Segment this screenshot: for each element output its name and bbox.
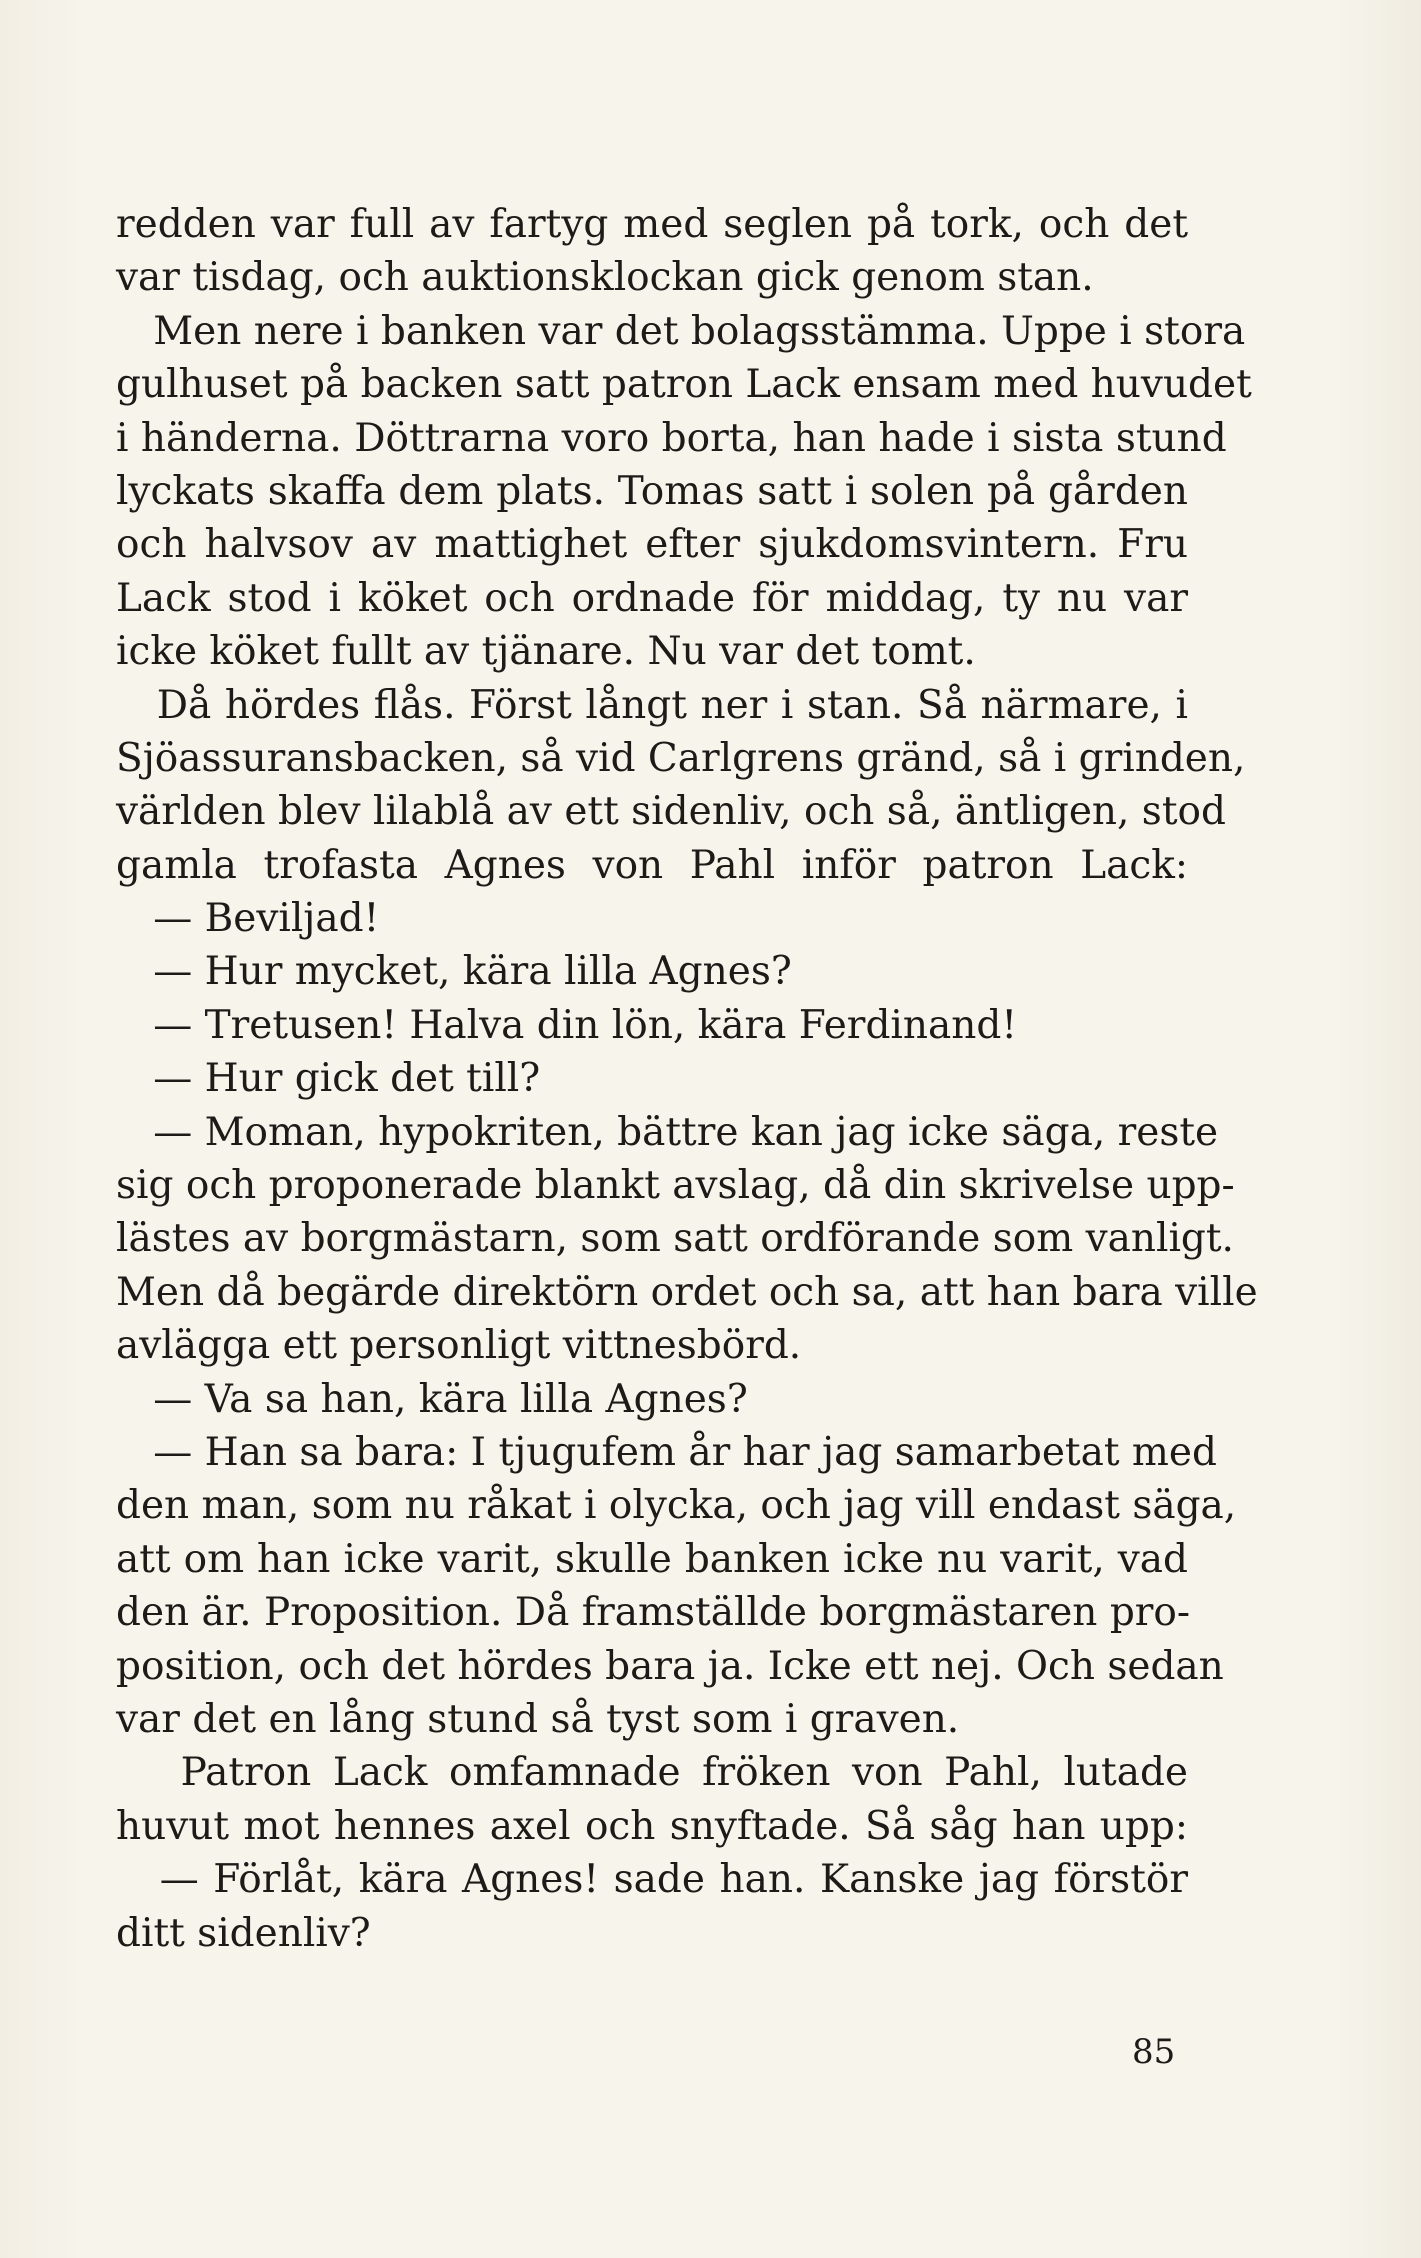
text-line: — Va sa han, kära lilla Agnes? [116,1376,748,1422]
text-line: ditt sidenliv? [116,1910,371,1956]
text-line: att om han icke varit, skulle banken icke nu varit, vad [116,1536,1188,1582]
text-line: Men nere i banken var det bolagsstämma. Uppe i stora [116,308,1246,354]
text-line: världen blev lilablå av ett sidenliv, och så, äntligen, stod [116,789,1226,835]
text-line: — Förlåt, kära Agnes! sade han. Kanske jag förstör [116,1857,1188,1903]
text-line: var det en lång stund så tyst som i graven. [116,1696,960,1742]
text-line: — Tretusen! Halva din lön, kära Ferdinand! [116,1002,1018,1048]
text-line: huvut mot hennes axel och snyftade. Så såg han upp: [116,1803,1188,1849]
text-line: lästes av borgmästarn, som satt ordförande som vanligt. [116,1216,1234,1262]
text-line: gulhuset på backen satt patron Lack ensam med huvudet [116,362,1252,408]
text-line: position, och det hördes bara ja. Icke ett nej. Och sedan [116,1643,1224,1689]
text-line: den är. Proposition. Då framställde borgmästaren pro- [116,1590,1191,1636]
text-line: var tisdag, och auktionsklockan gick genom stan. [116,255,1094,301]
text-line: Då hördes flås. Först långt ner i stan. Så närmare, i [116,682,1188,728]
text-line: och halvsov av mattighet efter sjukdomsvintern. Fru [116,522,1188,568]
text-line: redden var full av fartyg med seglen på tork, och det [116,202,1188,247]
text-line: — Moman, hypokriten, bättre kan jag icke säga, reste [116,1109,1219,1155]
text-line: lyckats skaffa dem plats. Tomas satt i solen på gården [116,468,1188,514]
text-line: gamla trofasta Agnes von Pahl inför patron Lack: [116,842,1188,888]
text-line: — Han sa bara: I tjugufem år har jag samarbetat med [116,1429,1217,1475]
text-line: — Beviljad! [116,896,380,942]
text-line: den man, som nu råkat i olycka, och jag vill endast säga, [116,1483,1237,1529]
text-line: avlägga ett personligt vittnesbörd. [116,1323,802,1369]
page-number: 85 [1132,2032,1176,2072]
text-line: icke köket fullt av tjänare. Nu var det tomt. [116,629,976,675]
text-line: Sjöassuransbacken, så vid Carlgrens gränd, så i grinden, [116,735,1246,781]
body-text [116,198,1258,1960]
text-line: Patron Lack omfamnade fröken von Pahl, lutade [116,1750,1188,1796]
text-line: i händerna. Döttrarna voro borta, han hade i sista stund [116,415,1227,461]
text-line: Lack stod i köket och ordnade för middag, ty nu var [116,575,1188,621]
text-line: Men då begärde direktörn ordet och sa, att han bara ville [116,1269,1258,1315]
text-line: — Hur gick det till? [116,1056,541,1102]
text-line: sig och proponerade blankt avslag, då din skrivelse upp- [116,1163,1235,1209]
text-line: — Hur mycket, kära lilla Agnes? [116,949,792,995]
